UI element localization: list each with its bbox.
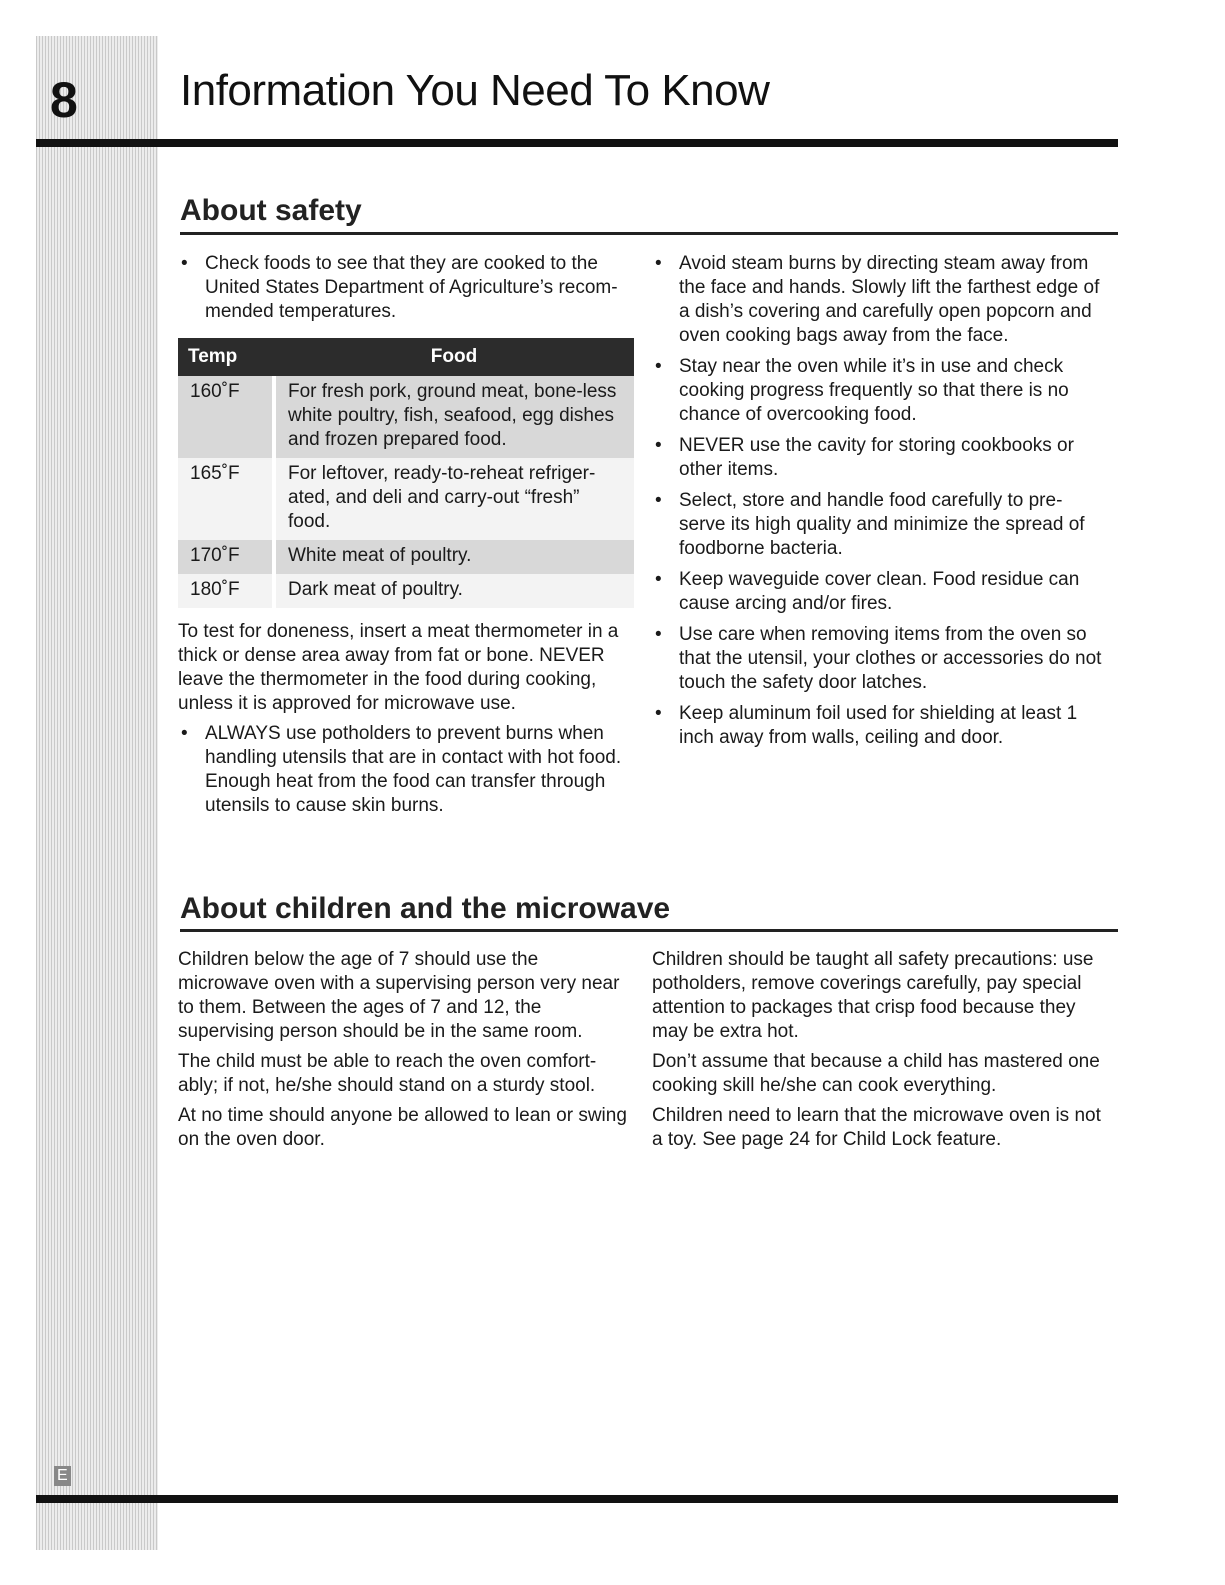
table-row <box>178 574 634 608</box>
food-cell: For leftover, ready-to-reheat refriger-ated, and deli and carry-out “fresh” food. <box>274 458 634 540</box>
footer-rule <box>36 1495 1118 1503</box>
table-header-temp: Temp <box>178 338 274 376</box>
bullet-never-store: • NEVER use the cavity for storing cookbooks or other items. <box>652 434 1108 482</box>
temp-cell: 170˚F <box>178 540 274 574</box>
side-stripe-decoration <box>36 36 158 1550</box>
bullet-potholders: • ALWAYS use potholders to prevent burns when handling utensils that are in contact with hot food. Enough heat from the food can transfer through utensils to cause skin burns. <box>178 722 634 818</box>
food-cell: White meat of poultry. <box>274 540 634 574</box>
children-paragraph: The child must be able to reach the oven comfort-ably; if not, he/she should stand on a sturdy stool. <box>178 1051 597 1096</box>
bullet-check-foods: • Check foods to see that they are cooked to the United States Department of Agriculture’s recom-mended temperatures. <box>178 252 634 324</box>
table-header-row <box>178 338 634 376</box>
food-cell: Dark meat of poultry. <box>274 574 634 608</box>
safety-left-column <box>178 252 634 825</box>
children-paragraph: Don’t assume that because a child has mastered one cooking skill he/she can cook everything. <box>652 1051 1100 1096</box>
bullet-aluminum-foil: • Keep aluminum foil used for shielding at least 1 inch away from walls, ceiling and door. <box>652 702 1108 750</box>
children-paragraph: Children should be taught all safety precautions: use potholders, remove coverings carefully, pay special attention to packages that crisp food because they may be extra hot. <box>652 949 1094 1042</box>
header-rule <box>36 139 1118 147</box>
section-rule-children <box>180 929 1118 932</box>
bullet-waveguide: • Keep waveguide cover clean. Food residue can cause arcing and/or fires. <box>652 568 1108 616</box>
temp-cell: 165˚F <box>178 458 274 540</box>
safety-right-column <box>652 252 1108 757</box>
temp-cell: 160˚F <box>178 376 274 458</box>
page-title: Information You Need To Know <box>180 66 770 115</box>
section-title-children: About children and the microwave <box>180 892 671 925</box>
children-paragraph: Children need to learn that the microwave oven is not a toy. See page 24 for Child Lock feature. <box>652 1105 1101 1150</box>
children-right-column <box>652 948 1108 1158</box>
bullet-handle-food: • Select, store and handle food carefully to pre-serve its high quality and minimize the spread of foodborne bacteria. <box>652 489 1108 561</box>
page-number: 8 <box>50 72 78 128</box>
table-row <box>178 458 634 540</box>
bullet-door-latches: • Use care when removing items from the oven so that the utensil, your clothes or accessories do not touch the safety door latches. <box>652 623 1108 695</box>
table-header-food: Food <box>274 338 634 376</box>
doneness-paragraph: To test for doneness, insert a meat thermometer in a thick or dense area away from fat or bone. NEVER leave the thermometer in the food during cooking, unless it is approved for microwave use. <box>178 621 619 714</box>
children-left-column <box>178 948 634 1158</box>
children-paragraph: At no time should anyone be allowed to lean or swing on the oven door. <box>178 1105 627 1150</box>
section-rule-safety <box>180 232 1118 235</box>
food-cell: For fresh pork, ground meat, bone-less white poultry, fish, seafood, egg dishes and frozen prepared food. <box>274 376 634 458</box>
table-row <box>178 376 634 458</box>
footer-language-mark: E <box>54 1466 71 1486</box>
bullet-stay-near: • Stay near the oven while it’s in use and check cooking progress frequently so that there is no chance of overcooking food. <box>652 355 1108 427</box>
temperature-table <box>178 338 634 608</box>
bullet-steam-burns: • Avoid steam burns by directing steam away from the face and hands. Slowly lift the farthest edge of a dish’s covering and carefully open popcorn and oven cooking bags away from the face. <box>652 252 1108 348</box>
temp-cell: 180˚F <box>178 574 274 608</box>
children-paragraph: Children below the age of 7 should use the microwave oven with a supervising person very near to them. Between the ages of 7 and 12, the supervising person should be in the same room. <box>178 949 620 1042</box>
section-title-safety: About safety <box>180 194 362 227</box>
table-row <box>178 540 634 574</box>
